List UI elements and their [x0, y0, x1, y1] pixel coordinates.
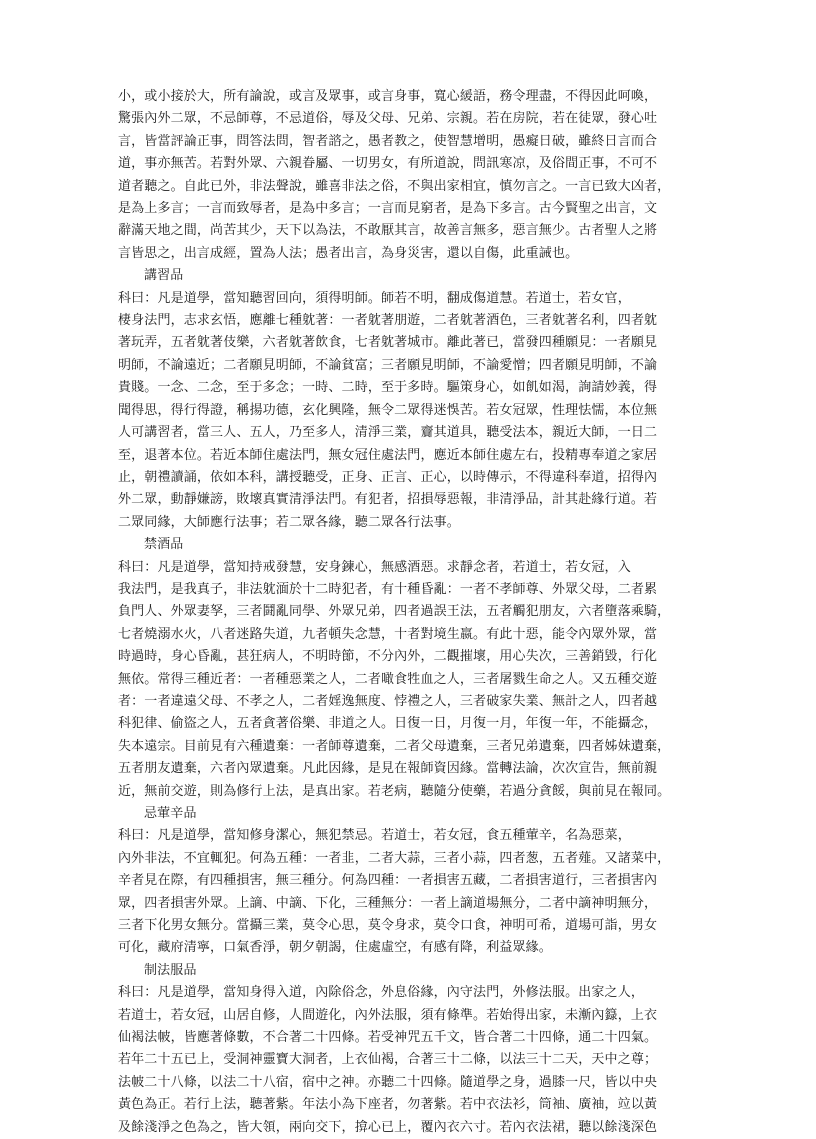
text-line: 聞得思，得行得證，稱揚功德，玄化興隆，無令二眾得迷悞苦。若女冠眾，性理怯懦，本位無 [118, 402, 658, 418]
text-line: 至，退著本位。若近本師住處法門，無女冠住處法門，應近本師住處左右，投精專奉道之家居 [118, 447, 658, 463]
text-line: 可化，藏府清寧，口氣香淨，朝夕朝謁，住處虛空，有感有降，利益眾緣。 [118, 940, 552, 956]
text-line: 三者下化男女無分。當攝三業，莫令心思，莫令身求，莫令口食，神明可希，道場可詣，男女 [118, 918, 658, 934]
text-line: 科犯律、偷盜之人，五者貪著俗樂、非道之人。日復一日，月復一月，年復一年，不能攝念， [118, 716, 658, 732]
text-line: 科曰：凡是道學，當知持戒發慧，安身鍊心，無感酒惡。求靜念者，若道士，若女冠，入 [118, 559, 631, 575]
text-line: 小，或小接於大，所有論說，或言及眾事，或言身事，寬心緩語，務令理盡，不得因此呵喚， [118, 89, 658, 104]
text-line: 法帔二十八條，以法二十八宿，宿中之神。亦聽二十四條。隨道學之身，過膝一尺，皆以中央 [118, 1074, 658, 1090]
text-line: 時過時，身心昏亂，甚狂病人，不明時節，不分內外，二觀摧壞，用心失次，三善銷毀，行化 [118, 649, 658, 665]
text-line: 科曰：凡是道學，當知身得入道，內除俗念，外息俗緣，內守法門，外修法服。出家之人， [118, 985, 645, 1001]
text-line: 著玩弄，五者躭著伎樂，六者躭著飲食，七者躭著城市。離此著已，當發四種願見：一者願見 [118, 335, 658, 351]
text-line: 辭滿天地之間，尚苦其少，天下以為法，不敢厭其言，故善言無多，惡言無少。古者聖人之將 [118, 223, 658, 239]
section-heading: 禁酒品 [144, 537, 184, 553]
text-line: 近，無前交遊，則為修行上法，是真出家。若老病，聽隨分使藥，若過分貪餒，與前見在報同。 [118, 783, 671, 799]
text-line: 若道士，若女冠，山居自修，人間遊化，內外法服，須有條準。若始得出家，未漸內籙，上衣 [118, 1007, 658, 1023]
text-line: 內外非法，不宜輒犯。何為五種：一者韭，二者大蒜，三者小蒜，四者葱，五者薤。又諸菜中， [118, 850, 671, 866]
text-line: 道，事亦無苦。若對外眾、六親眷屬、一切男女，有所道說，問訊寒凉，及俗間正事，不可不 [118, 156, 658, 172]
text-line: 明師，不論遠近；二者願見明師，不論貧富；三者願見明師，不論愛憎；四者願見明師，不論 [118, 357, 658, 373]
text-line: 負門人、外眾妻孥，三者鬪亂同學、外眾兄弟，四者過誤王法，五者觸犯朋友，六者墮落乘騎， [118, 604, 671, 620]
text-line: 科曰：凡是道學，當知聽習回向，須得明師。師若不明，翻成傷道慧。若道士，若女官， [118, 290, 631, 306]
text-line: 言，皆當評論正事，問答法問，智者諮之，愚者教之，使智慧增明，愚癡日破，雖終日言而合 [118, 133, 658, 149]
text-line: 人可講習者，當三人、五人，乃至多人，清淨三業，齎其道具，聽受法本，親近大師，一日二 [118, 425, 658, 441]
text-line: 我法門，是我真子，非法躭湎於十二時犯者，有十種昏亂：一者不孝師尊、外眾父母，二者累 [118, 581, 658, 597]
text-line: 黃色為正。若行上法，聽著紫。年法小為下座者，勿著紫。若中衣法衫，筒袖、廣袖，竝以黃 [118, 1097, 658, 1113]
text-line: 驚張內外二眾，不忌師尊，不忌道俗，辱及父母、兄弟、宗親。若在房院，若在徒眾，發心吐 [118, 111, 658, 127]
text-line: 二眾同緣，大師應行法事；若二眾各緣，聽二眾各行法事。 [118, 514, 460, 530]
text-line: 辛者見在際，有四種損害，無三種分。何為四種：一者損害五藏，二者損害道行，三者損害內 [118, 873, 658, 889]
text-line: 是為上多言；一言而致辱者，是為中多言；一言而見窮者，是為下多言。古今賢聖之出言，文 [118, 201, 658, 217]
text-line: 貴賤。一念、二念，至于多念；一時、二時，至于多時。驅策身心，如飢如渴，詢請妙義，得 [118, 380, 658, 396]
text-line: 者：一者違遠父母、不孝之人，二者婬逸無度、悖禮之人，三者破家失業、無計之人，四者越 [118, 693, 658, 709]
text-line: 止，朝禮讀誦，依如本科，講授聽受，正身、正言、正心，以時傳示，不得違科奉道，招得內 [118, 469, 658, 485]
text-line: 失本遠宗。目前見有六種遺棄：一者師尊遺棄，二者父母遺棄，三者兄弟遺棄，四者姊妹遺棄， [118, 738, 671, 754]
text-line: 若年二十五已上，受洞神靈寶大洞者，上衣仙褐，合著三十二條，以法三十二天，天中之尊； [118, 1052, 658, 1068]
text-line: 五者朋友遺棄，六者內眾遺棄。凡此因緣，是見在報師資因緣。當轉法論，次次宣告，無前親 [118, 761, 658, 777]
text-line: 棲身法門，志求玄悟，應離七種躭著：一者躭著朋遊，二者躭著酒色，三者躭著名利，四者躭 [118, 313, 658, 329]
text-line: 七者燒溺水火，八者迷路失道，九者頓失念慧，十者對境生嬴。有此十惡，能令內眾外眾，當 [118, 626, 658, 642]
text-line: 仙褐法帔，皆應著條數，不合著二十四條。若受神咒五千文，皆合著二十四條，通二十四氣。 [118, 1030, 658, 1046]
section-heading: 忌葷辛品 [144, 806, 197, 821]
text-line: 道者聽之。自此已外，非法聲說，雖喜非法之俗，不與出家相宜，慎勿言之。一言已致大凶者， [118, 178, 671, 194]
section-heading: 講習品 [144, 268, 184, 284]
text-line: 無依。常得三種近者：一者種惡業之人，二者噉食牲血之人，三者屠戮生命之人。又五種交遊 [118, 671, 658, 687]
text-line: 及餘淺淨之色為之，皆大領，兩向交下，揜心已上，覆內衣六寸。若內衣法裙，聽以餘淺深色 [118, 1119, 658, 1135]
text-line: 科曰：凡是道學，當知修身潔心，無犯禁忌。若道士，若女冠，食五種葷辛，名為惡菜， [118, 828, 631, 844]
section-heading: 制法服品 [144, 962, 197, 978]
text-line: 外二眾，動靜嫌謗，敗壞真實清淨法門。有犯者，招損辱惡報，非清淨品，計其赴緣行道。若 [118, 492, 658, 508]
document-page [118, 86, 706, 1139]
text-line: 言皆思之，出言成經，置為人法；愚者出言，為身災害，還以自傷，此重誡也。 [118, 245, 579, 261]
text-line: 眾，四者損害外眾。上謫、中謫、下化，三種無分：一者上謫道場無分，二者中謫神明無分， [118, 895, 658, 911]
